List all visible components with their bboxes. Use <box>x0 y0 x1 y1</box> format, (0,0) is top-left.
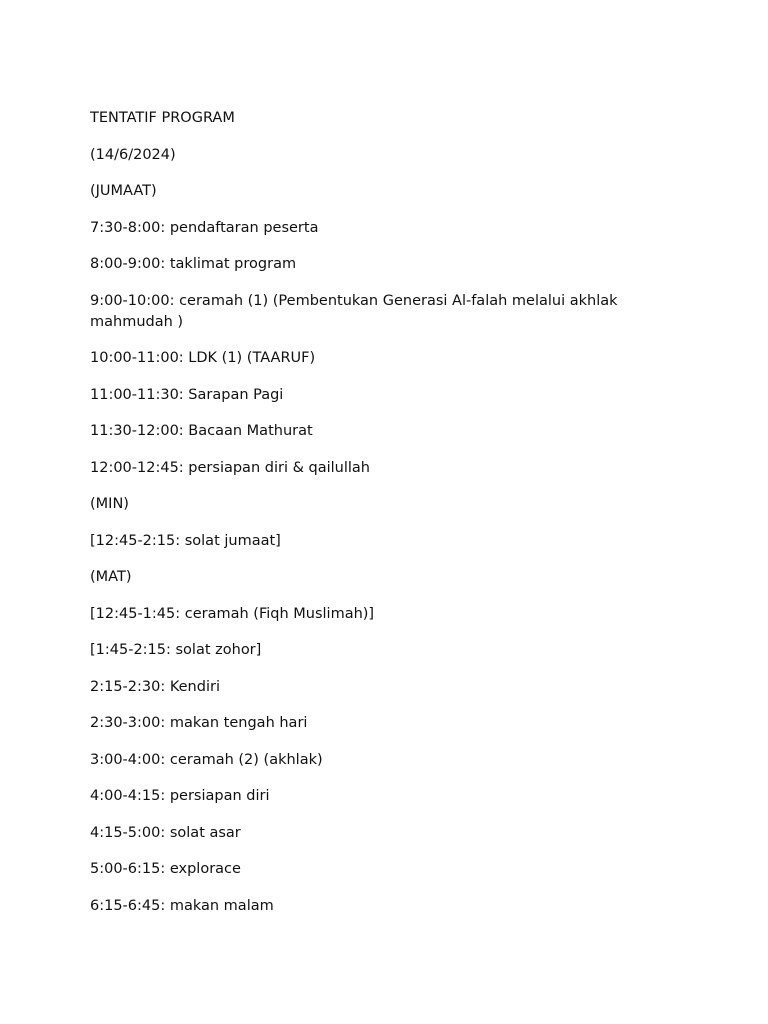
schedule-item: 11:30-12:00: Bacaan Mathurat <box>90 423 313 439</box>
schedule-item: 6:15-6:45: makan malam <box>90 897 274 914</box>
schedule-item: [12:45-2:15: solat jumaat] <box>90 532 281 549</box>
schedule-item: 8:00-9:00: taklimat program <box>90 256 297 272</box>
program-date: (14/6/2024) <box>90 146 176 163</box>
schedule-item: 4:00-4:15: persiapan diri <box>90 788 270 804</box>
group-label: (MIN) <box>90 496 129 512</box>
schedule-item: [12:45-1:45: ceramah (Fiqh Muslimah)] <box>90 605 375 622</box>
group-label: (MAT) <box>90 569 132 585</box>
schedule-item: 5:00-6:15: explorace <box>90 861 241 877</box>
schedule-item: 11:00-11:30: Sarapan Pagi <box>90 386 284 403</box>
schedule-item: 4:15-5:00: solat asar <box>90 824 241 841</box>
schedule-item: 10:00-11:00: LDK (1) (TAARUF) <box>90 350 316 366</box>
schedule-item: 9:00-10:00: ceramah (1) (Pembentukan Generasi Al-falah melalui akhlak mahmudah ) <box>90 292 618 330</box>
schedule-item: 2:15-2:30: Kendiri <box>90 678 220 695</box>
schedule-item: 3:00-4:00: ceramah (2) (akhlak) <box>90 751 323 768</box>
schedule-item: 12:00-12:45: persiapan diri & qailullah <box>90 459 370 476</box>
schedule-item: 2:30-3:00: makan tengah hari <box>90 715 308 731</box>
document-page <box>90 108 670 932</box>
schedule-item: [1:45-2:15: solat zohor] <box>90 642 262 658</box>
program-day: (JUMAAT) <box>90 183 157 199</box>
schedule-item: 7:30-8:00: pendaftaran peserta <box>90 219 319 236</box>
document-title: TENTATIF PROGRAM <box>90 110 235 126</box>
